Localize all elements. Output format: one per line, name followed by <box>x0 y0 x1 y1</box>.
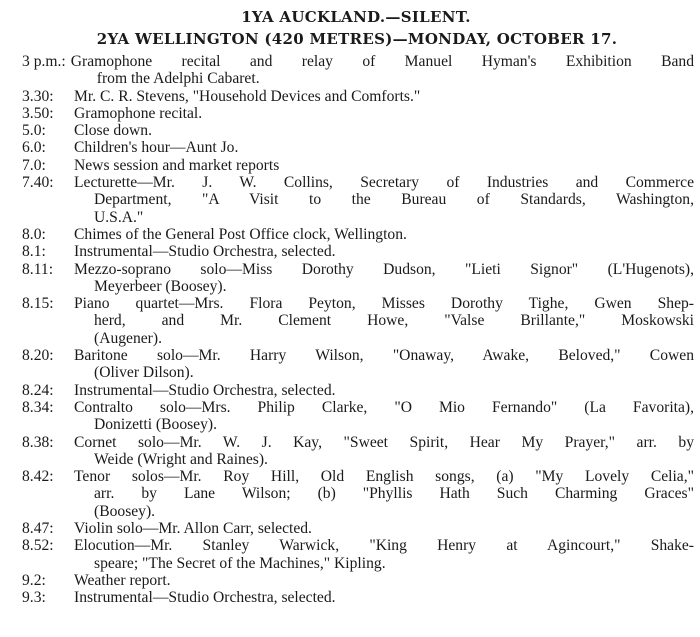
program-time: 8.15: <box>22 295 54 313</box>
program-description-line: U.S.A." <box>94 208 144 226</box>
program-description <box>74 139 694 156</box>
program-description-line: Weather report. <box>74 571 171 589</box>
program-description-line: Elocution—Mr. Stanley Warwick, "King Henry at Agincourt," Shake- <box>74 537 694 555</box>
program-time: 7.0: <box>22 156 46 174</box>
program-entry <box>18 347 694 382</box>
program-description-line: Baritone solo—Mr. Harry Wilson, "Onaway, Awake, Beloved," Cowen <box>74 347 694 365</box>
program-description <box>74 347 694 382</box>
program-description-line: Instrumental—Studio Orchestra, selected. <box>74 243 336 261</box>
program-entry <box>18 243 694 260</box>
program-description-line: Donizetti (Boosey). <box>94 416 217 434</box>
program-description-line: arr. by Lane Wilson; (b) "Phyllis Hath Such Charming Graces" <box>94 485 694 503</box>
program-entry <box>18 122 694 139</box>
program-entry <box>18 157 694 174</box>
program-entry <box>18 589 694 606</box>
program-entry <box>18 468 694 520</box>
program-time: 8.34: <box>22 398 54 416</box>
program-entry <box>18 139 694 156</box>
program-description <box>74 399 694 434</box>
program-description-line: (Boosey). <box>94 502 156 520</box>
program-description-line: (Augener). <box>94 329 162 347</box>
program-entry <box>18 226 694 243</box>
program-description-line: Chimes of the General Post Office clock, Wellington. <box>74 225 407 243</box>
program-description-line: Lecturette—Mr. J. W. Collins, Secretary of Industries and Commerce <box>74 174 694 192</box>
program-time: 5.0: <box>22 122 46 140</box>
program-time: 9.2: <box>22 571 46 589</box>
program-entry <box>18 572 694 589</box>
program-entry <box>18 537 694 572</box>
program-time: 3.30: <box>22 87 54 105</box>
program-entry <box>18 399 694 434</box>
program-description-line: Gramophone recital and relay of Manuel Hyman's Exhibition Band <box>70 53 694 70</box>
program-time: 7.40: <box>22 174 54 192</box>
program-time: 8.52: <box>22 537 54 555</box>
program-description-line: Gramophone recital. <box>74 104 203 122</box>
program-description <box>74 572 694 589</box>
program-entry <box>18 53 694 88</box>
program-description-line: Cornet solo—Mr. W. J. Kay, "Sweet Spirit, Hear My Prayer," arr. by <box>74 433 694 451</box>
program-time: 9.3: <box>22 589 46 607</box>
program-description-line: (Oliver Dilson). <box>94 364 194 382</box>
program-description <box>74 243 694 260</box>
program-description-line: herd, and Mr. Clement Howe, "Valse Brillante," Moskowski <box>94 312 694 330</box>
program-time: 8.38: <box>22 433 54 451</box>
program-description-line: Piano quartet—Mrs. Flora Peyton, Misses Dorothy Tighe, Gwen Shep- <box>74 295 694 313</box>
program-time: 3.50: <box>22 104 54 122</box>
program-description <box>74 382 694 399</box>
program-entry <box>18 88 694 105</box>
program-entry <box>18 174 694 226</box>
program-description <box>74 122 694 139</box>
program-time: 8.1: <box>22 243 46 261</box>
program-description <box>74 157 694 174</box>
program-description <box>74 88 694 105</box>
program-entry <box>18 261 694 296</box>
program-time: 3 p.m.: <box>22 53 66 70</box>
program-entry <box>18 520 694 537</box>
program-description <box>74 295 694 347</box>
program-description-line: Instrumental—Studio Orchestra, selected. <box>74 381 336 399</box>
station-heading-wellington: 2YA WELLINGTON (420 METRES)—MONDAY, OCTOBER 17. <box>96 30 618 48</box>
program-time: 6.0: <box>22 139 46 157</box>
program-description-line: Violin solo—Mr. Allon Carr, selected. <box>74 520 312 538</box>
program-description <box>71 53 694 88</box>
program-description <box>74 226 694 243</box>
program-description-line: Instrumental—Studio Orchestra, selected. <box>74 589 336 607</box>
program-description <box>74 468 694 520</box>
program-description-line: News session and market reports <box>74 156 280 174</box>
station-heading-auckland: 1YA AUCKLAND.—SILENT. <box>241 8 471 26</box>
program-time: 8.0: <box>22 225 46 243</box>
program-entry <box>18 382 694 399</box>
program-time: 8.20: <box>22 347 54 365</box>
program-description-line: Mr. C. R. Stevens, "Household Devices and Comforts." <box>74 87 421 105</box>
program-description-line: Tenor solos—Mr. Roy Hill, Old English songs, (a) "My Lovely Celia," <box>74 468 694 486</box>
program-description-line: speare; "The Secret of the Machines," Kipling. <box>94 554 386 572</box>
program-time: 8.47: <box>22 520 54 538</box>
program-description-line: Children's hour—Aunt Jo. <box>74 139 239 157</box>
program-description <box>74 105 694 122</box>
program-description-line: Department, "A Visit to the Bureau of Standards, Washington, <box>94 191 694 209</box>
program-description <box>74 537 694 572</box>
program-description <box>74 520 694 537</box>
program-description-line: from the Adelphi Cabaret. <box>96 70 260 88</box>
program-description-line: Weide (Wright and Raines). <box>94 450 268 468</box>
program-entry <box>18 295 694 347</box>
program-description-line: Mezzo-soprano solo—Miss Dorothy Dudson, "Lieti Signor" (L'Hugenots), <box>74 260 694 278</box>
program-time: 8.24: <box>22 381 54 399</box>
program-description-line: Contralto solo—Mrs. Philip Clarke, "O Mio Fernando" (La Favorita), <box>74 398 694 416</box>
program-description-line: Meyerbeer (Boosey). <box>94 277 227 295</box>
program-schedule <box>18 53 694 607</box>
program-time: 8.42: <box>22 468 54 486</box>
program-description <box>74 434 694 469</box>
program-entry <box>18 105 694 122</box>
program-description <box>74 261 694 296</box>
program-time: 8.11: <box>22 260 54 278</box>
program-entry <box>18 434 694 469</box>
program-description <box>74 589 694 606</box>
program-description <box>74 174 694 226</box>
program-description-line: Close down. <box>74 122 152 140</box>
